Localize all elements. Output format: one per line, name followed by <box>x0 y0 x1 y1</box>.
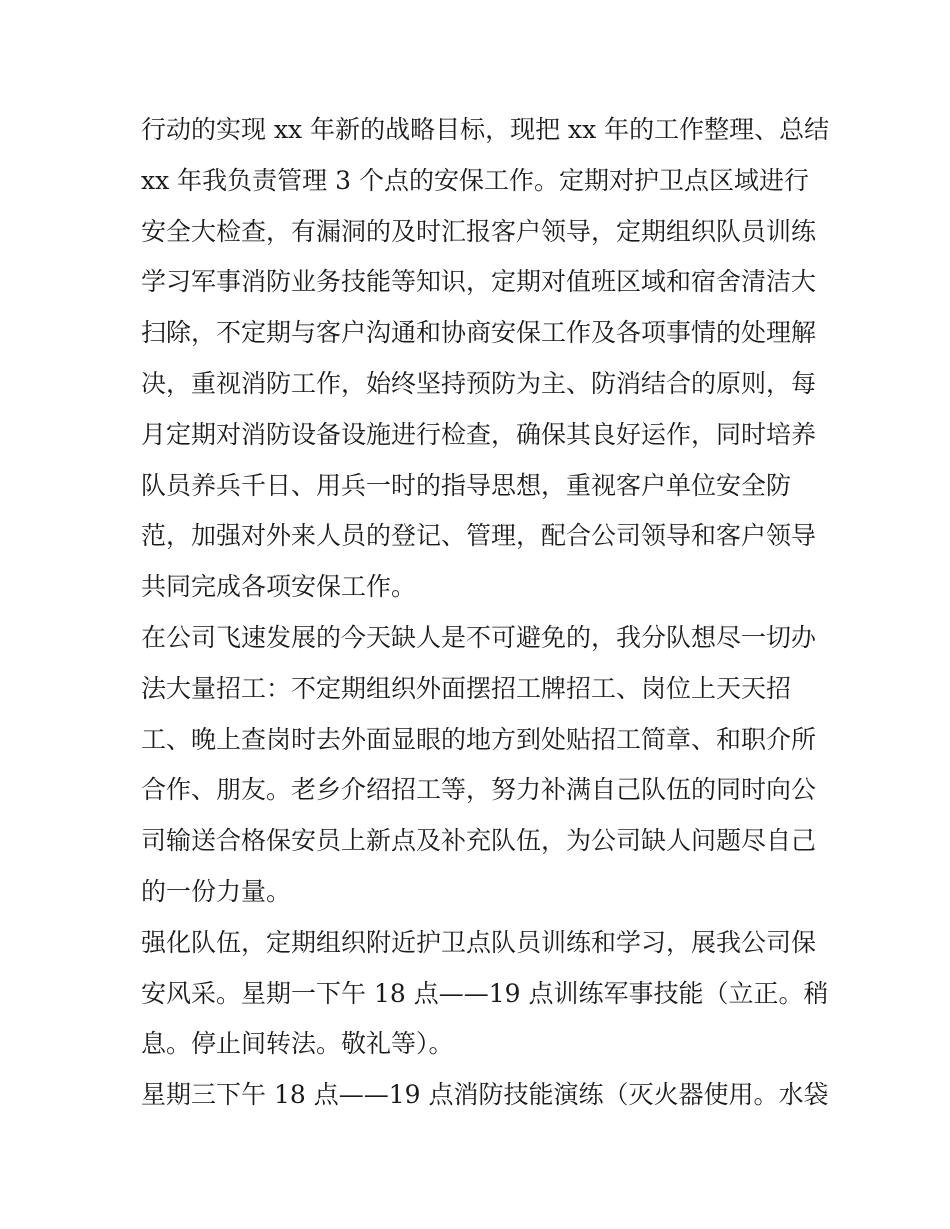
text-line: 的一份力量。 <box>141 876 292 906</box>
text-line: 强化队伍，定期组织附近护卫点队员训练和学习，展我公司保 <box>141 927 817 957</box>
text-line: 安全大检查，有漏洞的及时汇报客户领导，定期组织队员训练 <box>141 216 817 246</box>
text-line: 法大量招工：不定期组织外面摆招工牌招工、岗位上天天招 <box>141 673 792 703</box>
text-line: 队员养兵千日、用兵一时的指导思想，重视客户单位安全防 <box>141 470 792 500</box>
text-line: 合作、朋友。老乡介绍招工等，努力补满自己队伍的同时向公 <box>141 775 817 805</box>
text-line: 决，重视消防工作，始终坚持预防为主、防消结合的原则，每 <box>141 368 817 398</box>
document-body <box>141 105 830 1121</box>
text-line: 在公司飞速发展的今天缺人是不可避免的，我分队想尽一切办 <box>141 622 817 652</box>
text-line: xx 年我负责管理 3 个点的安保工作。定期对护卫点区域进行 <box>141 165 809 195</box>
text-line: 息。停止间转法。敬礼等）。 <box>141 1029 454 1059</box>
text-line: 月定期对消防设备设施进行检查，确保其良好运作，同时培养 <box>141 419 817 449</box>
text-line: 行动的实现 xx 年新的战略目标，现把 xx 年的工作整理、总结 <box>141 115 830 144</box>
text-line: 学习军事消防业务技能等知识，定期对值班区域和宿舍清洁大 <box>141 267 817 297</box>
text-line: 安风采。星期一下午 18 点——19 点训练军事技能（立正。稍 <box>141 978 829 1008</box>
text-line: 司输送合格保安员上新点及补充队伍，为公司缺人问题尽自己 <box>141 826 817 856</box>
text-line: 工、晚上查岗时去外面显眼的地方到处贴招工简章、和职介所 <box>141 724 817 754</box>
text-line: 共同完成各项安保工作。 <box>141 572 417 602</box>
text-line: 扫除，不定期与客户沟通和协商安保工作及各项事情的处理解 <box>141 318 817 348</box>
text-line: 范，加强对外来人员的登记、管理，配合公司领导和客户领导 <box>141 521 817 551</box>
text-line: 星期三下午 18 点——19 点消防技能演练（灭火器使用。水袋 <box>141 1080 829 1110</box>
